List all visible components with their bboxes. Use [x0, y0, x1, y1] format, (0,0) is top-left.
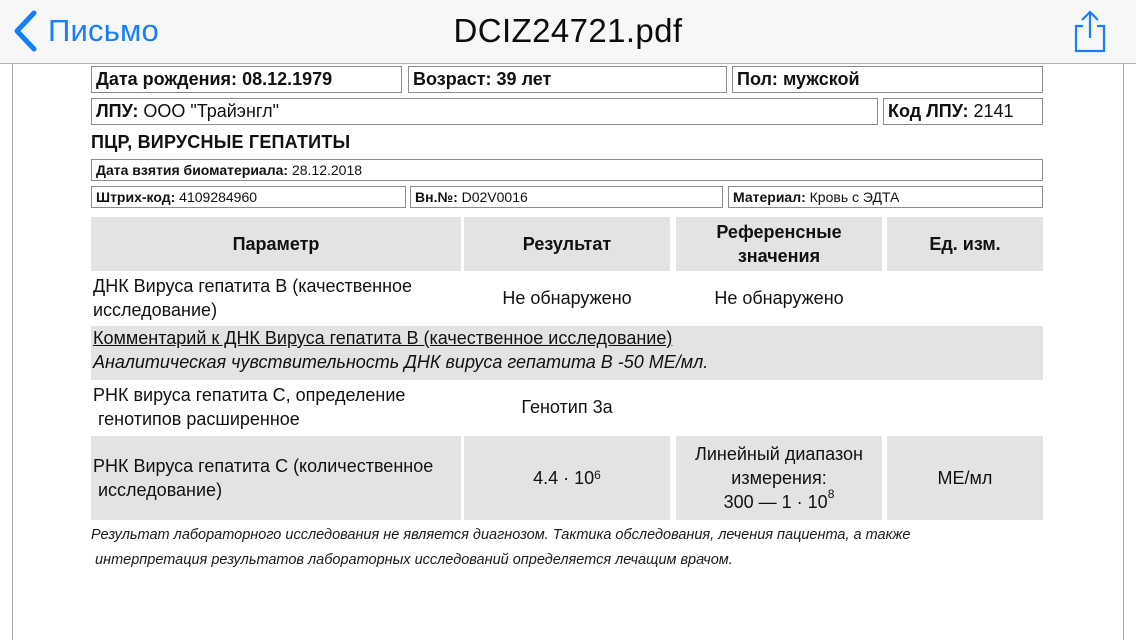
barcode-label: Штрих-код: — [96, 189, 176, 205]
header-reference — [676, 217, 882, 271]
row1-result: Не обнаружено — [502, 288, 632, 308]
internal-number-value: D02V0016 — [461, 189, 528, 205]
birth-date-field — [91, 66, 402, 93]
row2-parameter — [93, 382, 463, 432]
sample-date-value: 28.12.2018 — [291, 162, 363, 178]
row1-parameter-line2: исследование) — [93, 300, 218, 320]
row1-parameter-line1: ДНК Вируса гепатита В (качественное — [93, 276, 413, 296]
row3-reference-line1: Линейный диапазон — [695, 444, 863, 464]
row2-parameter-line2: генотипов расширенное — [93, 409, 300, 429]
row3-parameter-line2: исследование) — [93, 480, 223, 500]
lpu-value: ООО "Трайэнгл" — [143, 101, 279, 121]
lpu-code-value: 2141 — [973, 101, 1014, 121]
row3-unit: МЕ/мл — [887, 436, 1043, 520]
material-value: Кровь с ЭДТА — [809, 189, 900, 205]
internal-number-field — [410, 186, 723, 208]
row2-result: Генотип 3а — [521, 397, 613, 417]
row3-reference-line3 — [723, 487, 835, 514]
row2-parameter-line1: РНК вируса гепатита С, определение — [93, 385, 406, 405]
disclaimer-line2: интерпретация результатов лабораторных исследований определяется лечащим врачом. — [91, 552, 733, 568]
material-field — [728, 186, 1043, 208]
comment-text: Аналитическая чувствительность ДНК вируса гепатита В -50 МЕ/мл. — [93, 352, 709, 372]
header-parameter: Параметр — [91, 217, 461, 271]
document-title: DCIZ24721.pdf — [453, 12, 683, 49]
row3-reference-line2: измерения: — [731, 468, 827, 488]
material-label: Материал: — [733, 189, 806, 205]
header-reference-line2: значения — [737, 246, 821, 266]
sample-date-label: Дата взятия биоматериала: — [96, 162, 289, 178]
barcode-field — [91, 186, 406, 208]
age-field — [408, 66, 727, 93]
birth-date-label: Дата рождения: — [96, 69, 238, 89]
header-unit: Ед. изм. — [887, 217, 1043, 271]
sex-field — [732, 66, 1043, 93]
row3-reference — [676, 436, 882, 520]
header-result: Результат — [464, 217, 670, 271]
row1-reference: Не обнаружено — [714, 288, 844, 308]
row3-result: 4.4 · 10 $^6$ — [464, 436, 670, 520]
barcode-value: 4109284960 — [179, 189, 258, 205]
sex-label: Пол: — [737, 69, 778, 89]
row3-reference-line3-exponent: 8 — [827, 487, 835, 501]
pdf-page[interactable] — [12, 64, 1124, 640]
row3-reference-line3-base: 300 — 1 · 10 — [723, 492, 828, 512]
sample-date-field — [91, 159, 1043, 181]
row1-parameter — [93, 273, 463, 323]
age-value: 39 лет — [496, 69, 552, 89]
age-label: Возраст: — [413, 69, 492, 89]
navigation-bar — [0, 0, 1136, 64]
lpu-label: ЛПУ: — [96, 101, 139, 121]
row3-parameter-line1: РНК Вируса гепатита С (количественное — [93, 456, 434, 476]
birth-date-value: 08.12.1979 — [242, 69, 333, 89]
comment-title: Комментарий к ДНК Вируса гепатита В (качественное исследование) — [93, 328, 673, 348]
row3-result-base: 4.4 · 10 — [533, 468, 595, 488]
back-button-label[interactable]: Письмо — [48, 13, 160, 48]
section-title: ПЦР, ВИРУСНЫЕ ГЕПАТИТЫ — [91, 132, 351, 152]
row3-parameter — [91, 436, 461, 520]
header-reference-line1: Референсные — [716, 222, 842, 242]
sex-value: мужской — [782, 69, 860, 89]
internal-number-label: Вн.№: — [415, 189, 458, 205]
share-icon[interactable] — [1070, 9, 1110, 53]
lpu-code-field — [883, 98, 1043, 125]
lpu-code-label: Код ЛПУ: — [888, 101, 969, 121]
lpu-field — [91, 98, 878, 125]
disclaimer-line1: Результат лабораторного исследования не является диагнозом. Тактика обследования, лечения пациента, а также — [91, 527, 911, 543]
